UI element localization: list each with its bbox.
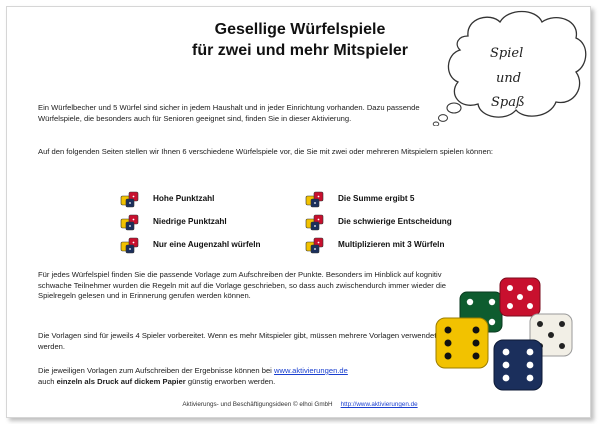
game-label: Die Summe ergibt 5 (338, 194, 415, 203)
yellow-die (436, 318, 488, 368)
document-title-line1: Gesellige Würfelspiele (214, 21, 386, 38)
game-label: Multiplizieren mit 3 Würfeln (338, 240, 445, 249)
dice-photo (432, 274, 577, 396)
game-list (0, 190, 600, 260)
templates-paragraph: Für jedes Würfelspiel finden Sie die passende Vorlage zum Aufschreiben der Punkte. Besonders im Hinblick auf kognitiv schwache Teilnehmer wurden die Regeln mit auf die Vorlage geschrieben, so dass auch zwischendurch immer wieder die Spielregeln gelesen und in Erinnerung gerufen werden können. (38, 270, 447, 300)
red-die (500, 278, 540, 316)
dice-icon (120, 213, 140, 231)
order-paragraph (38, 366, 458, 387)
aktivierungen-link[interactable]: www.aktivierungen.de (273, 366, 348, 375)
dice-icon (305, 213, 325, 231)
dice-icon (120, 236, 140, 254)
game-label: Niedrige Punktzahl (153, 217, 227, 226)
lead-paragraph: Auf den folgenden Seiten stellen wir Ihnen 6 verschiedene Würfelspiele vor, die Sie mit zwei oder mehreren Mitspielern spielen können: (38, 147, 494, 156)
dice-icon (120, 190, 140, 208)
players-paragraph: Die Vorlagen sind für jeweils 4 Spieler vorbereitet. Wenn es mehr Mitspieler gibt, müssen mehrere Vorlagen verwendet werden. (38, 331, 437, 351)
footer-text: Aktivierungs- und Beschäftigungsideen © elhoi GmbH (182, 401, 333, 408)
cloud-text-und: und (496, 71, 522, 86)
order-text: Die jeweiligen Vorlagen zum Aufschreiben der Ergebnisse können bei (38, 366, 274, 375)
cloud-text-spass: Spaß (491, 95, 525, 110)
order-text-line2-post: günstig erworben werden. (185, 376, 276, 386)
footer-link[interactable]: http://www.aktivierungen.de (340, 401, 418, 408)
order-text-bold: einzeln als Druck auf dickem Papier (56, 376, 186, 386)
dice-icon (305, 236, 325, 254)
navy-die (494, 340, 542, 390)
dice-icon (305, 190, 325, 208)
cloud-text-spiel: Spiel (490, 46, 524, 61)
intro-paragraph: Ein Würfelbecher und 5 Würfel sind sicher in jedem Haushalt und in jeder Einrichtung vorhanden. Dazu passende Würfelspiele, die besonders auch für Senioren geeignet sind, finden Sie in dieser Aktivierung. (38, 103, 420, 123)
game-label: Hohe Punktzahl (153, 194, 215, 203)
order-text-line2-pre: auch (38, 376, 57, 386)
footer (0, 401, 600, 408)
game-label: Nur eine Augenzahl würfeln (153, 240, 261, 249)
document-title-line2: für zwei und mehr Mitspieler (191, 42, 409, 59)
game-label: Die schwierige Entscheidung (338, 217, 452, 226)
